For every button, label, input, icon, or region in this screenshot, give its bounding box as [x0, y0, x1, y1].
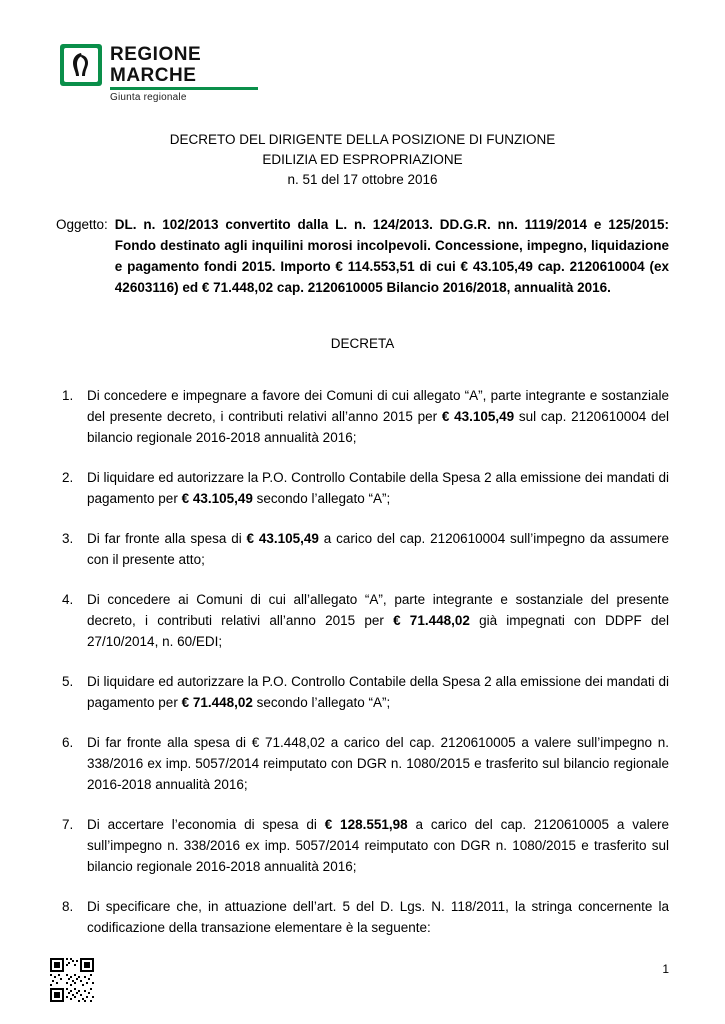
decreta-item-run: Di liquidare ed autorizzare la P.O. Controllo Contabile della Spesa 2 alla emissione dei mandati di pagamento per [87, 470, 669, 506]
decreta-items-list [56, 385, 669, 938]
decreta-item-amount: € 128.551,98 [324, 817, 408, 832]
decreta-item-text [87, 899, 669, 935]
decreta-item-amount: € 71.448,02 [181, 695, 253, 710]
decreta-item-run: già impegnati con DDPF del 27/10/2014, n. 60/EDI; [87, 613, 669, 649]
oggetto-label: Oggetto: [56, 217, 108, 232]
decreta-item-run: a carico del cap. 2120610005 a valere sull’impegno n. 338/2016 ex imp. 5057/2014 reimputato con DGR n. 1080/2015 e trasferito sul bilancio regionale 2016-2018 annualità 2016; [87, 817, 670, 874]
decreta-item-run: sul cap. 2120610004 del bilancio regionale 2016-2018 annualità 2016; [87, 409, 669, 445]
decreta-item-run: a carico del cap. 2120610004 sull’impegno da assumere con il presente atto; [87, 531, 670, 567]
document-number: n. 51 del 17 ottobre 2016 [287, 172, 438, 187]
decreta-item-number: 8. [62, 899, 74, 914]
decreta-item-number: 4. [62, 592, 74, 607]
decreta-item-run: secondo l’allegato “A”; [252, 695, 391, 710]
decreta-item [56, 896, 669, 938]
decreta-item-text [87, 817, 669, 874]
decreta-item-run: secondo l’allegato “A”; [252, 491, 391, 506]
qr-code-icon [50, 958, 94, 1002]
decreta-item [56, 732, 669, 795]
document-title [56, 130, 669, 170]
regione-marche-emblem-icon [60, 44, 102, 86]
decreta-item-run: Di concedere ai Comuni di cui all’allegato “A”, parte integrante e sostanziale del presente decreto, i contributi relativi all’anno 2015 per [87, 592, 669, 628]
decreta-item-run: Di far fronte alla spesa di [87, 531, 247, 546]
oggetto-section [56, 214, 669, 298]
decreta-heading: DECRETA [330, 336, 395, 351]
decreta-item-number: 5. [62, 674, 74, 689]
decreta-item-amount: € 43.105,49 [246, 531, 319, 546]
decreta-item-text [87, 674, 669, 710]
decreta-item-number: 6. [62, 735, 74, 750]
decreta-item [56, 671, 669, 713]
logo-rule [110, 87, 258, 90]
decreta-item-text [87, 735, 669, 792]
oggetto-text: DL. n. 102/2013 convertito dalla L. n. 124/2013. DD.G.R. nn. 1119/2014 e 125/2015: Fondo destinato agli inquilini morosi incolpevoli. Concessione, impegno, liquidazione e pagamento fondi 2015. Importo € 114.553,51 di cui € 43.105,49 cap. 2120610004 (ex 42603116) ed € 71.448,02 cap. 2120610005 Bilancio 2016/2018, annualità 2016. [114, 217, 669, 295]
decreta-item [56, 528, 669, 570]
decreta-item-text [87, 470, 669, 506]
woodpecker-icon [69, 52, 93, 79]
decreta-item-run: Di specificare che, in attuazione dell’art. 5 del D. Lgs. N. 118/2011, la stringa concernente la codificazione della transazione elementare è la seguente: [87, 899, 669, 935]
decreta-item-run: Di concedere e impegnare a favore dei Comuni di cui allegato “A”, parte integrante e sostanziale del presente decreto, i contributi relativi all’anno 2015 per [87, 388, 669, 424]
decreta-item [56, 589, 669, 652]
document-title-line-1: DECRETO DEL DIRIGENTE DELLA POSIZIONE DI FUNZIONE [169, 132, 556, 147]
page-number: 1 [662, 962, 669, 976]
decreta-item-run: Di accertare l’economia di spesa di [87, 817, 325, 832]
decreta-item-amount: € 71.448,02 [393, 613, 470, 628]
decreta-item-run: Di liquidare ed autorizzare la P.O. Controllo Contabile della Spesa 2 alla emissione dei mandati di pagamento per [87, 674, 669, 710]
logo-line-marche: MARCHE [110, 65, 197, 86]
decreta-item-number: 1. [62, 388, 74, 403]
decreta-item [56, 467, 669, 509]
decreta-item-text [87, 592, 669, 649]
decreta-item-text [87, 531, 669, 567]
decreta-item-text [87, 388, 669, 445]
decreta-item-run: Di far fronte alla spesa di € 71.448,02 a carico del cap. 2120610005 a valere sull’impegno n. 338/2016 ex imp. 5057/2014 reimputato con DGR n. 1080/2015 e trasferito sul bilancio regionale 2016-2018 annualità 2016; [87, 735, 669, 792]
decreta-item [56, 814, 669, 877]
decreta-item-number: 2. [62, 470, 74, 485]
decreta-item-amount: € 43.105,49 [441, 409, 515, 424]
document-title-line-2: EDILIZIA ED ESPROPRIAZIONE [262, 152, 463, 167]
logo-line-regione: REGIONE [110, 44, 202, 65]
decreta-item [56, 385, 669, 448]
decreta-item-amount: € 43.105,49 [181, 491, 253, 506]
decreta-item-number: 7. [62, 817, 74, 832]
decreta-item-number: 3. [62, 531, 74, 546]
logo-wordmark [110, 44, 258, 104]
regione-marche-logo [60, 44, 669, 104]
logo-line-giunta: Giunta regionale [110, 92, 187, 103]
